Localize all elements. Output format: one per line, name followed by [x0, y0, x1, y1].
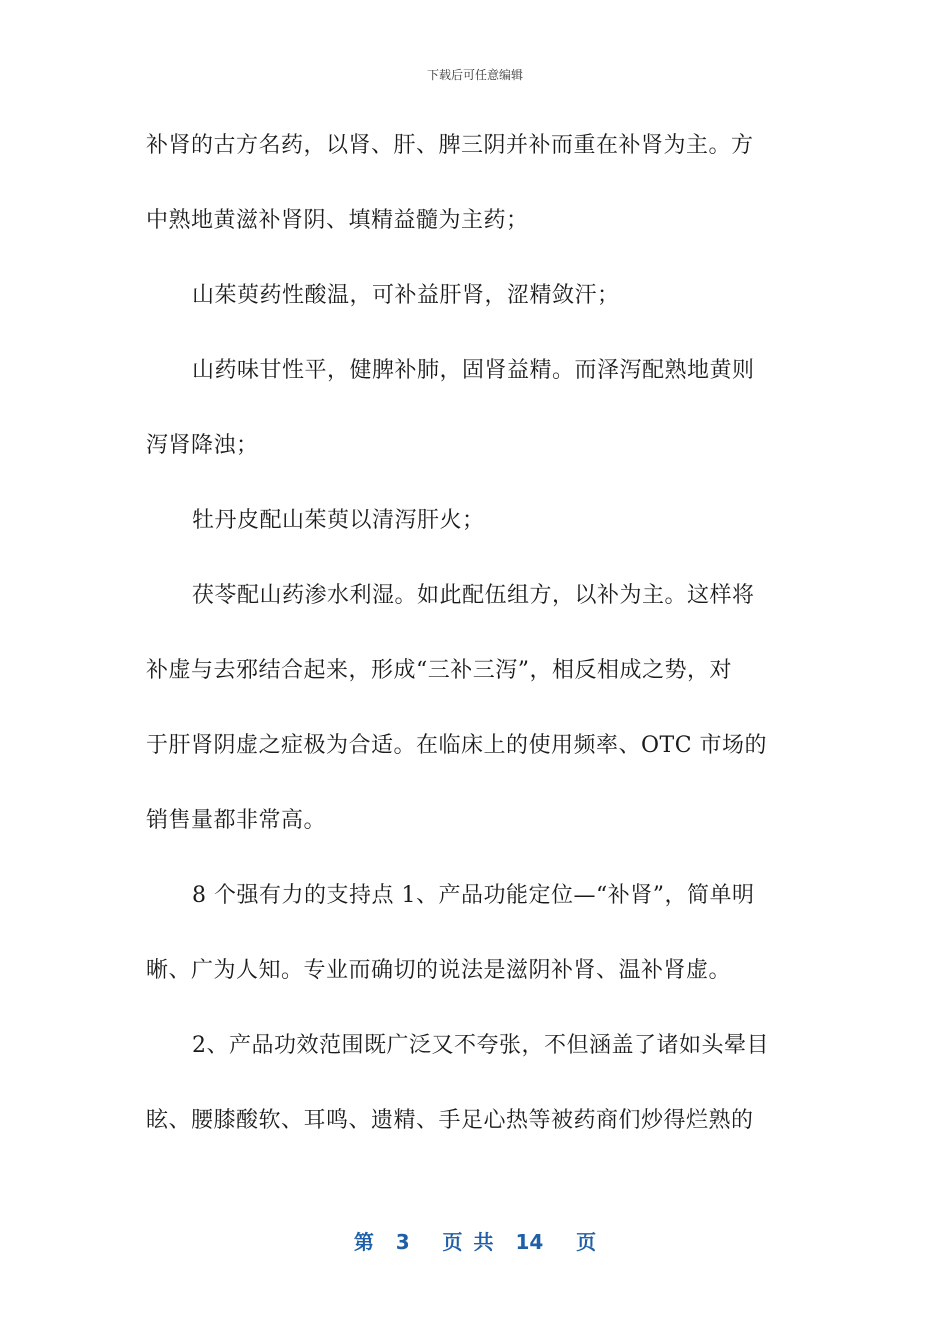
- body-line: 8 个强有力的支持点 1、产品功能定位—“补肾”，简单明: [192, 883, 755, 908]
- page-footer: 第 3 页 共 14 页: [353, 1230, 597, 1254]
- body-line: 晰、广为人知。专业而确切的说法是滋阴补肾、温补肾虚。: [146, 958, 732, 983]
- body-line: 中熟地黄滋补肾阴、填精益髓为主药；: [146, 208, 529, 233]
- body-line: 补肾的古方名药，以肾、肝、脾三阴并补而重在补肾为主。方: [146, 133, 754, 158]
- body-line: 牡丹皮配山茱萸以清泻肝火；: [192, 508, 485, 533]
- document-body: [146, 121, 806, 1171]
- body-line: 山茱萸药性酸温，可补益肝肾，涩精敛汗；: [192, 283, 620, 308]
- body-line: 茯苓配山药渗水利湿。如此配伍组方，以补为主。这样将: [192, 583, 755, 608]
- body-line: 2、产品功效范围既广泛又不夸张，不但涵盖了诸如头晕目: [192, 1033, 769, 1058]
- body-line: 销售量都非常高。: [146, 808, 327, 833]
- page-header: 下载后可任意编辑: [426, 68, 523, 82]
- body-line: 山药味甘性平，健脾补肺，固肾益精。而泽泻配熟地黄则: [192, 358, 755, 383]
- body-line: 泻肾降浊；: [146, 433, 259, 458]
- body-line: 眩、腰膝酸软、耳鸣、遗精、手足心热等被药商们炒得烂熟的: [146, 1108, 754, 1133]
- body-line: 补虚与去邪结合起来，形成“三补三泻”，相反相成之势，对: [146, 658, 732, 683]
- body-line: 于肝肾阴虚之症极为合适。在临床上的使用频率、OTC 市场的: [146, 733, 768, 758]
